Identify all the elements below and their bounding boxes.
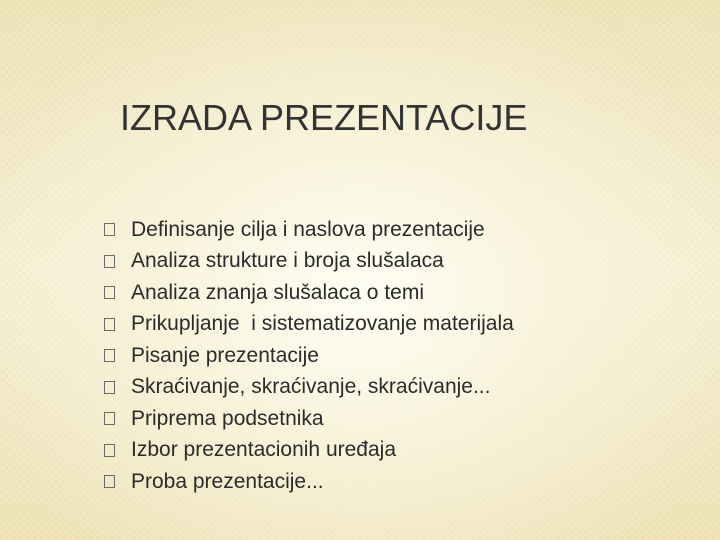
square-bullet-icon <box>104 286 115 299</box>
bullet-item-collect-materials <box>104 309 514 341</box>
bullet-item-writing <box>104 340 514 372</box>
square-bullet-icon <box>104 223 115 236</box>
square-bullet-icon <box>104 412 115 425</box>
square-bullet-icon <box>104 381 115 394</box>
bullet-item-rehearsal <box>104 466 514 498</box>
bullet-text: Proba prezentacije... <box>131 469 324 493</box>
square-bullet-icon <box>104 255 115 268</box>
bullet-item-define-goal <box>104 214 514 246</box>
bullet-item-audience-knowledge <box>104 277 514 309</box>
bullet-text: Skraćivanje, skraćivanje, skraćivanje... <box>131 375 491 399</box>
bullet-list <box>104 214 514 498</box>
bullet-text: Priprema podsetnika <box>131 406 324 430</box>
bullet-text: Prikupljanje i sistematizovanje materijala <box>131 312 514 336</box>
bullet-item-audience-structure <box>104 246 514 278</box>
bullet-text: Pisanje prezentacije <box>131 343 319 367</box>
slide-title: IZRADA PREZENTACIJE <box>120 97 528 138</box>
square-bullet-icon <box>104 318 115 331</box>
square-bullet-icon <box>104 349 115 362</box>
bullet-item-devices <box>104 435 514 467</box>
bullet-text: Definisanje cilja i naslova prezentacije <box>131 217 485 241</box>
bullet-text: Izbor prezentacionih uređaja <box>131 438 397 462</box>
bullet-item-shortening <box>104 372 514 404</box>
bullet-text: Analiza strukture i broja slušalaca <box>131 249 444 273</box>
bullet-text: Analiza znanja slušalaca o temi <box>131 280 424 304</box>
bullet-item-notes <box>104 403 514 435</box>
square-bullet-icon <box>104 475 115 488</box>
square-bullet-icon <box>104 444 115 457</box>
